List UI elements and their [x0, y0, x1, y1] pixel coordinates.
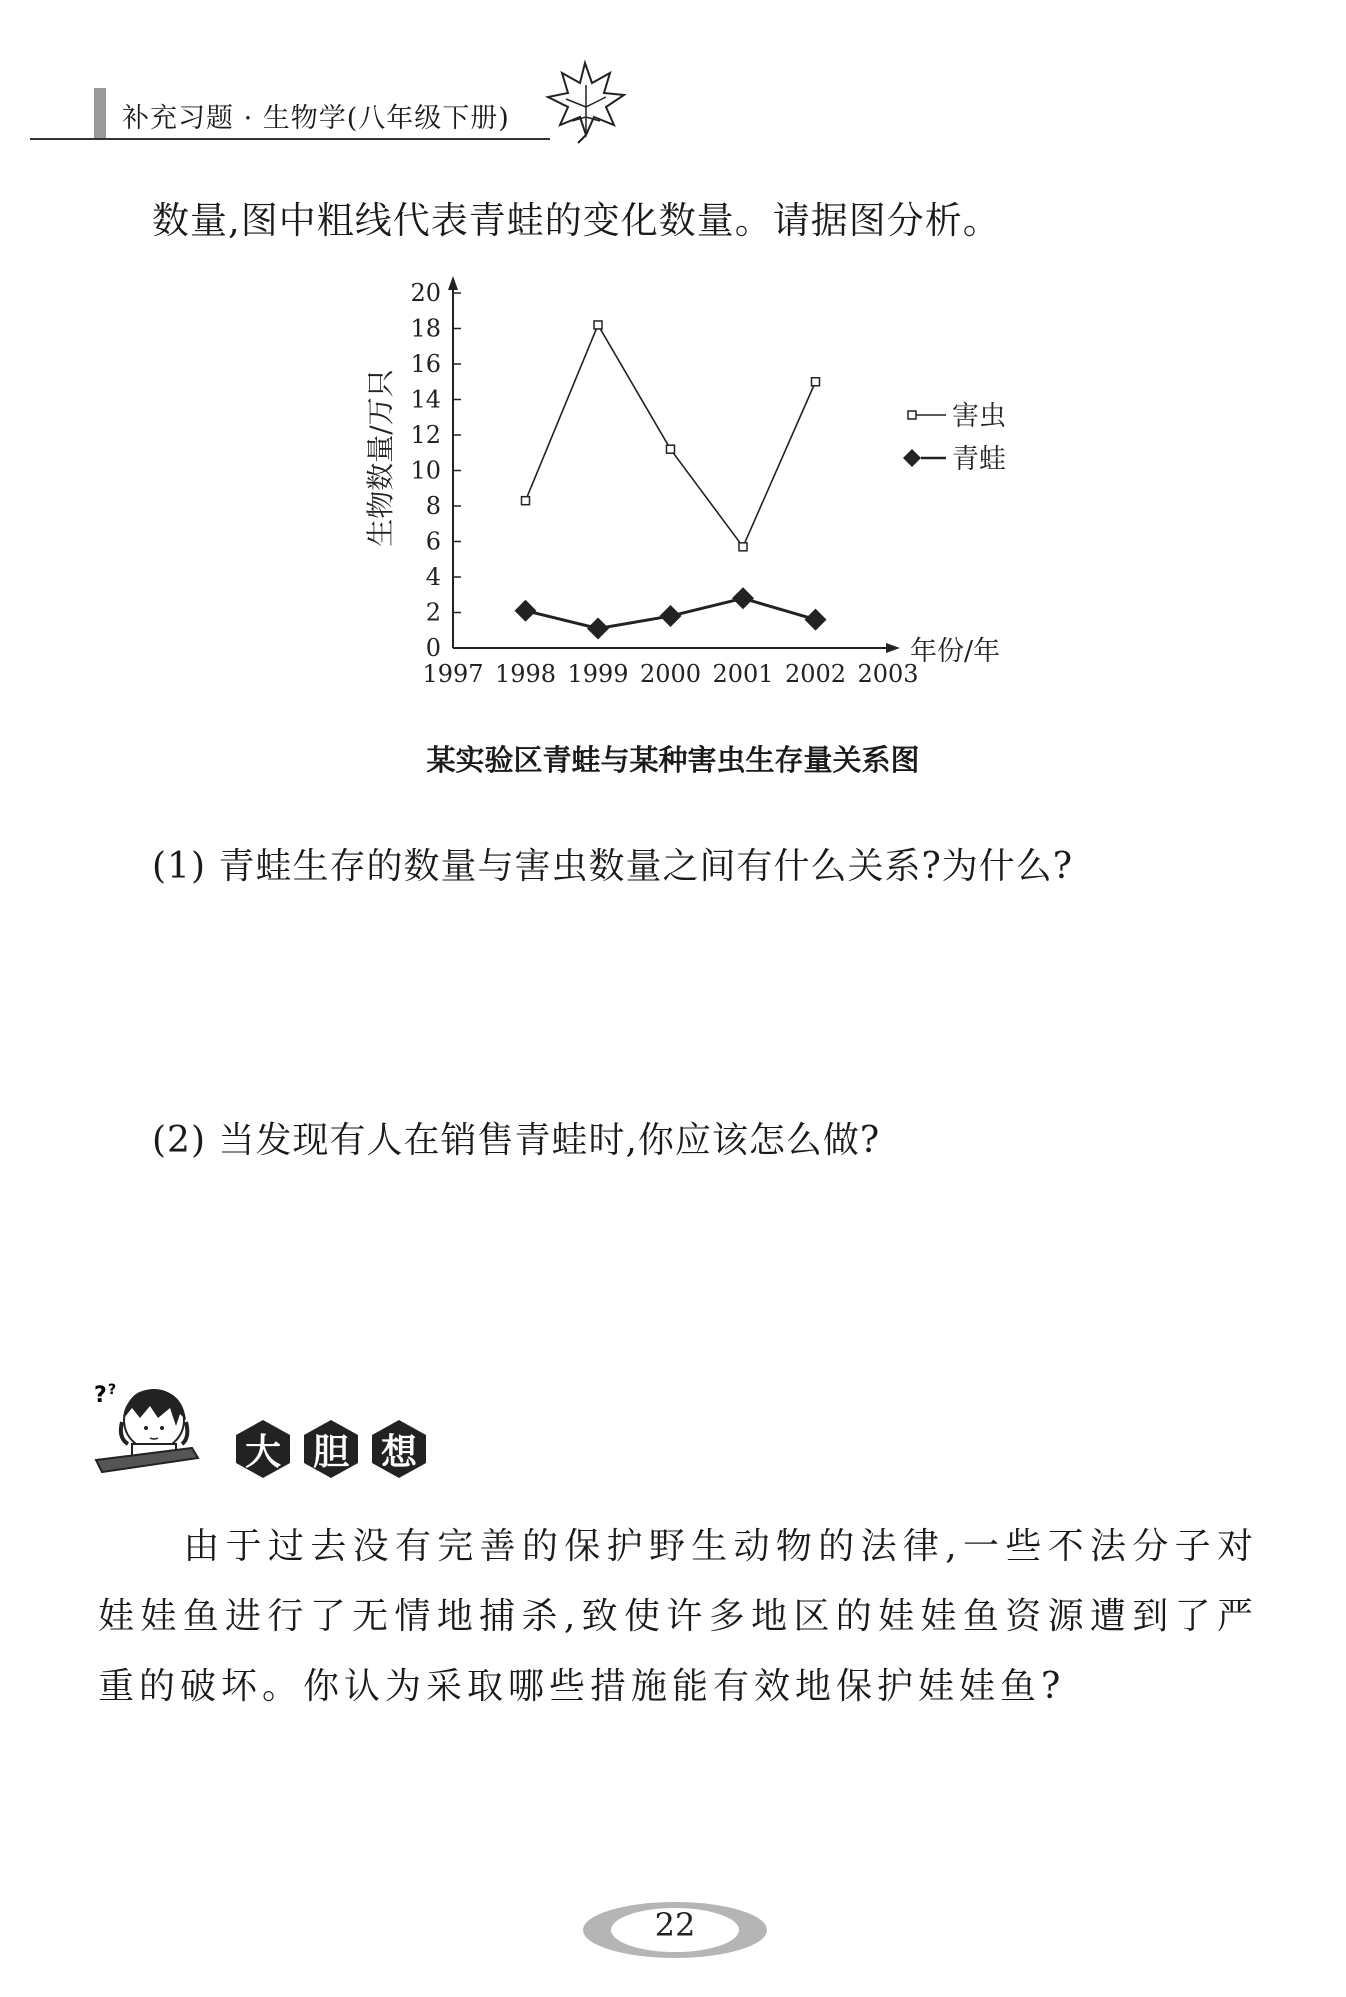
y-tick-label: 4	[425, 563, 441, 591]
y-axis-arrow	[448, 276, 458, 290]
frog-data-point	[660, 605, 682, 627]
section-badge	[300, 1418, 362, 1480]
header-rule	[30, 138, 550, 140]
question-2: (2) 当发现有人在销售青蛙时,你应该怎么做?	[152, 1120, 881, 1161]
pest-data-point	[812, 378, 820, 386]
header-bar	[94, 88, 106, 140]
legend-frog-marker	[903, 449, 921, 467]
y-tick-label: 2	[425, 598, 441, 627]
legend-pest-label: 害虫	[952, 401, 1006, 432]
discussion-paragraph	[98, 1512, 1258, 1722]
section-badge	[232, 1418, 294, 1480]
y-tick-label: 10	[410, 456, 441, 485]
y-tick-label: 16	[410, 350, 441, 378]
y-tick-label: 6	[425, 527, 441, 556]
y-tick-label: 0	[425, 634, 441, 662]
pest-data-point	[739, 543, 747, 551]
legend-pest-marker	[908, 411, 916, 419]
line-chart	[360, 268, 1060, 713]
frog-data-point	[732, 587, 754, 609]
section-badge-char: 大	[244, 1431, 281, 1473]
x-tick-label: 2003	[857, 660, 919, 688]
frog-data-point	[587, 617, 609, 639]
legend-frog-label: 青蛙	[952, 444, 1006, 475]
x-tick-label: 1999	[567, 660, 629, 688]
x-tick-label: 2002	[784, 660, 847, 688]
pest-data-point	[522, 497, 530, 505]
x-tick-label: 2000	[639, 660, 702, 688]
frog-data-point	[515, 600, 537, 622]
y-tick-label: 12	[410, 421, 441, 449]
leaf-icon	[540, 55, 630, 145]
chart-title: 某实验区青蛙与某种害虫生存量关系图	[426, 743, 920, 777]
x-axis-label: 年份/年	[910, 636, 1001, 667]
y-tick-label: 20	[410, 279, 441, 307]
x-tick-label: 1997	[422, 660, 484, 688]
paragraph-text: 由于过去没有完善的保护野生动物的法律,一些不法分子对娃娃鱼进行了无情地捕杀,致使许多地区的娃娃鱼资源遭到了严重的破坏。你认为采取哪些措施能有效地保护娃娃鱼?	[98, 1526, 1258, 1707]
y-axis-label: 生物数量/万只	[364, 369, 397, 547]
x-axis-arrow	[886, 643, 900, 653]
series-line-pest	[526, 325, 816, 547]
section-badge-char: 胆	[312, 1431, 349, 1473]
thinking-mascot-illustration	[92, 1378, 212, 1478]
frog-data-point	[805, 609, 827, 631]
svg-text:?: ?	[94, 1383, 107, 1408]
pest-data-point	[594, 321, 602, 329]
x-tick-label: 2001	[712, 660, 774, 688]
y-tick-label: 14	[410, 385, 441, 414]
svg-text:?: ?	[108, 1382, 117, 1398]
section-badge-char: 想	[380, 1431, 417, 1473]
section-heading-badges	[232, 1418, 430, 1480]
y-tick-label: 8	[425, 492, 441, 520]
question-1: (1) 青蛙生存的数量与害虫数量之间有什么关系?为什么?	[152, 846, 1074, 887]
x-tick-label: 1998	[494, 660, 557, 688]
section-badge	[368, 1418, 430, 1480]
header-title: 补充习题 · 生物学(八年级下册)	[122, 103, 510, 134]
intro-text: 数量,图中粗线代表青蛙的变化数量。请据图分析。	[152, 199, 1001, 242]
page-number: 22	[654, 1906, 696, 1944]
pest-data-point	[667, 445, 675, 453]
y-tick-label: 18	[410, 314, 441, 343]
